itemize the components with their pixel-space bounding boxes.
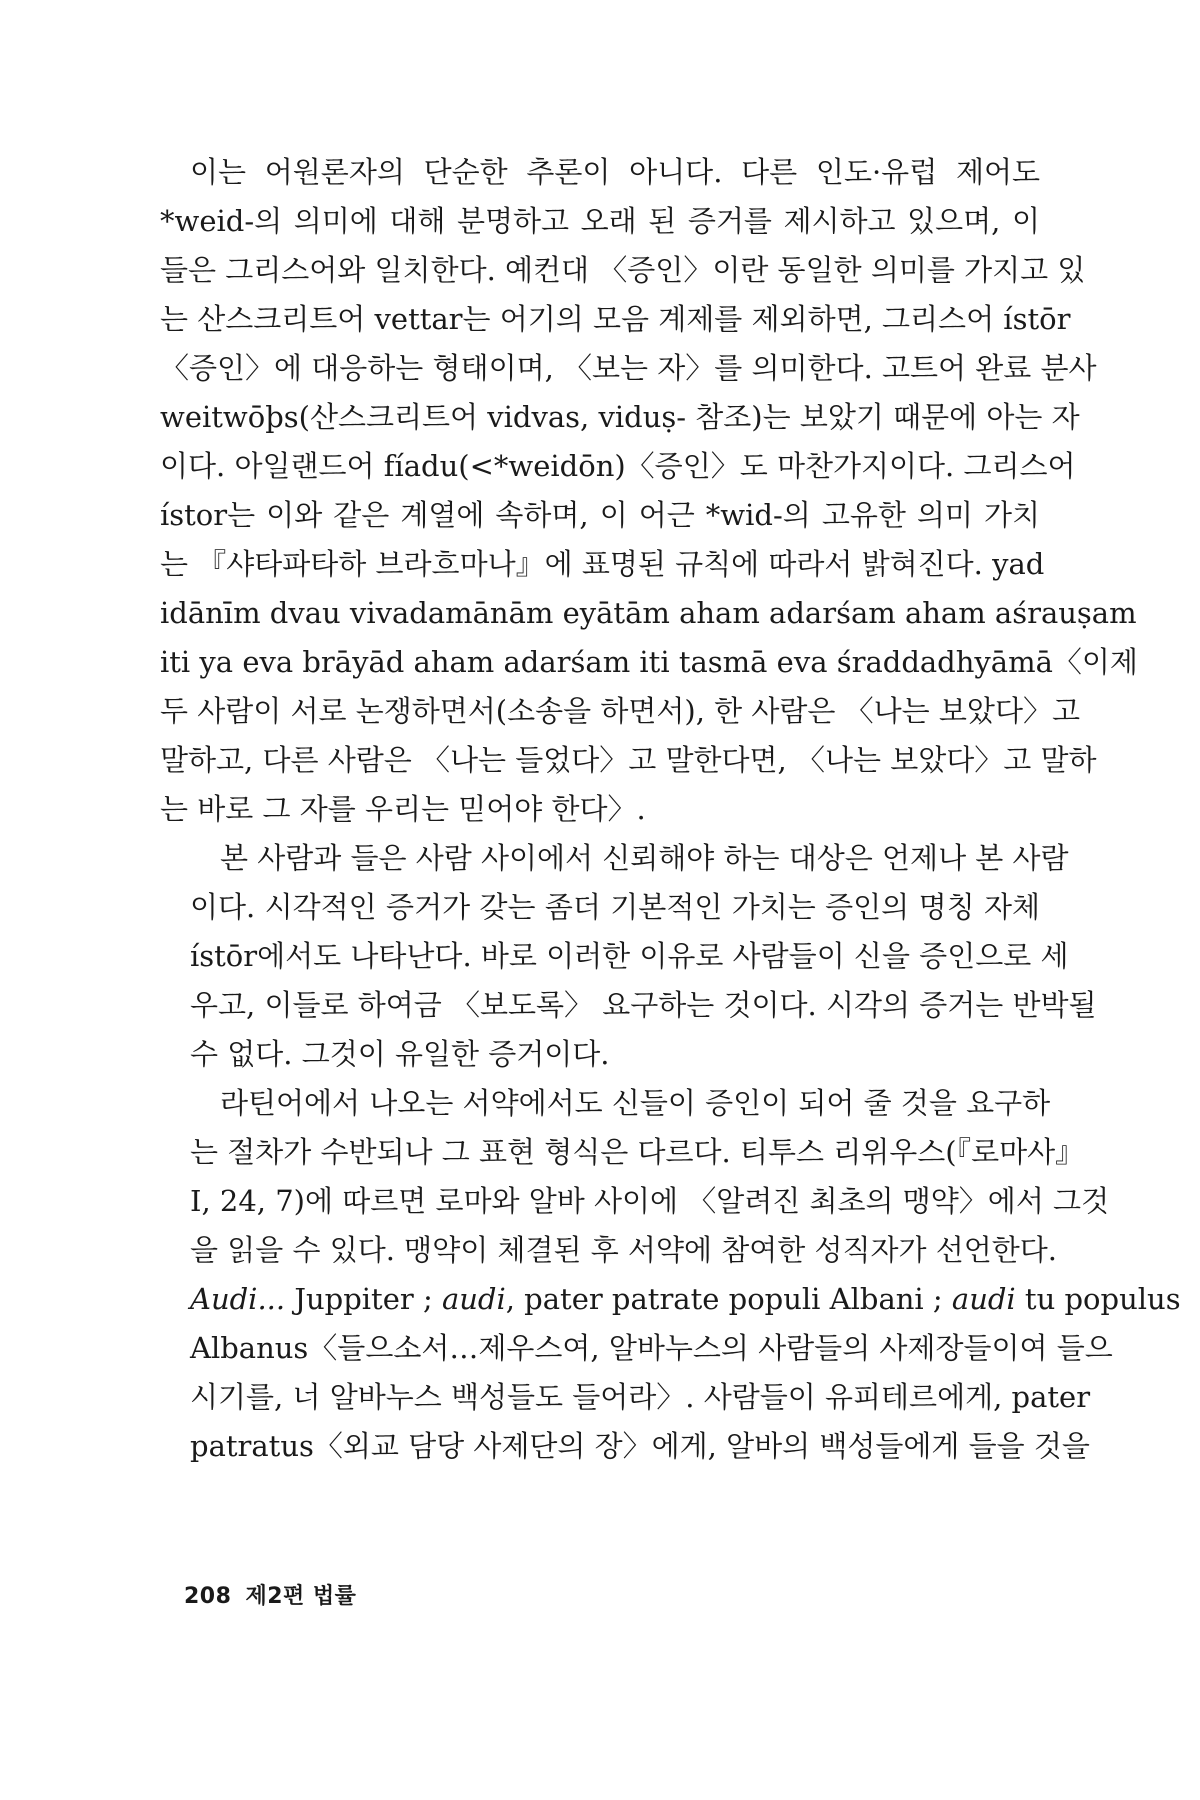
text-line: 라틴어에서 나오는 서약에서도 신들이 증인이 되어 줄 것을 요구하: [220, 1086, 1051, 1120]
page-number: 208: [184, 1584, 232, 1609]
text-line: 우고, 이들로 하여금 〈보도록〉 요구하는 것이다. 시각의 증거는 반박될: [190, 988, 1097, 1022]
text-line: idānīm dvau vivadamānām eyātām aham adarśam aham aśrauṣam: [160, 596, 1137, 630]
text-line: weitwōþs(산스크리트어 vidvas, viduṣ- 참조)는 보았기 때문에 아는 자: [160, 400, 1080, 434]
latin-text: tu populus: [1015, 1282, 1181, 1316]
text-line: 이다. 아일랜드어 fíadu(<*weidōn)〈증인〉도 마찬가지이다. 그리스어: [160, 449, 1076, 483]
latin-audi: audi: [441, 1282, 506, 1316]
paragraph-2: [160, 834, 1097, 1079]
text-line: 〈증인〉에 대응하는 형태이며, 〈보는 자〉를 의미한다. 고트어 완료 분사: [160, 351, 1097, 385]
text-line: 이다. 시각적인 증거가 갖는 좀더 기본적인 가치는 증인의 명칭 자체: [190, 890, 1040, 924]
latin-audi: Audi...: [190, 1282, 286, 1316]
latin-audi: audi: [951, 1282, 1016, 1316]
text-line: 수 없다. 그것이 유일한 증거이다.: [190, 1037, 610, 1071]
text-line: 을 읽을 수 있다. 맹약이 체결된 후 서약에 참여한 성직자가 선언한다.: [190, 1233, 1057, 1267]
section-title: 제2편 법률: [245, 1584, 357, 1609]
text-line: 는 바로 그 자를 우리는 믿어야 한다〉.: [160, 792, 646, 826]
latin-text: , pater patrate populi Albani ;: [505, 1282, 952, 1316]
latin-text: Juppiter ;: [285, 1282, 442, 1316]
text-line: 이는 어원론자의 단순한 추론이 아니다. 다른 인도·유럽 제어도: [190, 155, 1040, 189]
text-line: 는 『샤타파타하 브라흐마나』에 표명된 규칙에 따라서 밝혀진다. yad: [160, 547, 1045, 581]
text-line: I, 24, 7)에 따르면 로마와 알바 사이에 〈알려진 최초의 맹약〉에서 그것: [190, 1184, 1110, 1218]
text-line: iti ya eva brāyād aham adarśam iti tasmā eva śraddadhyāmā〈이제: [160, 645, 1138, 679]
paragraph-1: [160, 148, 1138, 834]
latin-quote-line: [160, 1275, 1181, 1324]
text-line: 말하고, 다른 사람은 〈나는 들었다〉고 말한다면, 〈나는 보았다〉고 말하: [160, 743, 1097, 777]
text-line: *weid-의 의미에 대해 분명하고 오래 된 증거를 제시하고 있으며, 이: [160, 204, 1040, 238]
text-line: 두 사람이 서로 논쟁하면서(소송을 하면서), 한 사람은 〈나는 보았다〉고: [160, 694, 1080, 728]
text-line: patratus〈외교 담당 사제단의 장〉에게, 알바의 백성들에게 들을 것을: [190, 1429, 1090, 1463]
text-line: 본 사람과 들은 사람 사이에서 신뢰해야 하는 대상은 언제나 본 사람: [220, 841, 1069, 875]
text-line: 는 산스크리트어 vettar는 어기의 모음 계제를 제외하면, 그리스어 ístōr: [160, 302, 1071, 336]
text-line: ístōr에서도 나타난다. 바로 이러한 이유로 사람들이 신을 증인으로 세: [190, 939, 1069, 973]
paragraph-3: [160, 1079, 1181, 1471]
body-text: [160, 148, 1181, 1471]
text-line: ístor는 이와 같은 계열에 속하며, 이 어근 *wid-의 고유한 의미 가치: [160, 498, 1040, 532]
text-line: Albanus〈들으소서…제우스여, 알바누스의 사람들의 사제장들이여 들으: [190, 1331, 1113, 1365]
page-footer: [184, 1579, 356, 1610]
text-line: 시기를, 너 알바누스 백성들도 들어라〉. 사람들이 유피테르에게, pater: [190, 1380, 1091, 1414]
text-line: 는 절차가 수반되나 그 표현 형식은 다르다. 티투스 리위우스(『로마사』: [190, 1135, 1085, 1169]
text-line: 들은 그리스어와 일치한다. 예컨대 〈증인〉이란 동일한 의미를 가지고 있: [160, 253, 1086, 287]
